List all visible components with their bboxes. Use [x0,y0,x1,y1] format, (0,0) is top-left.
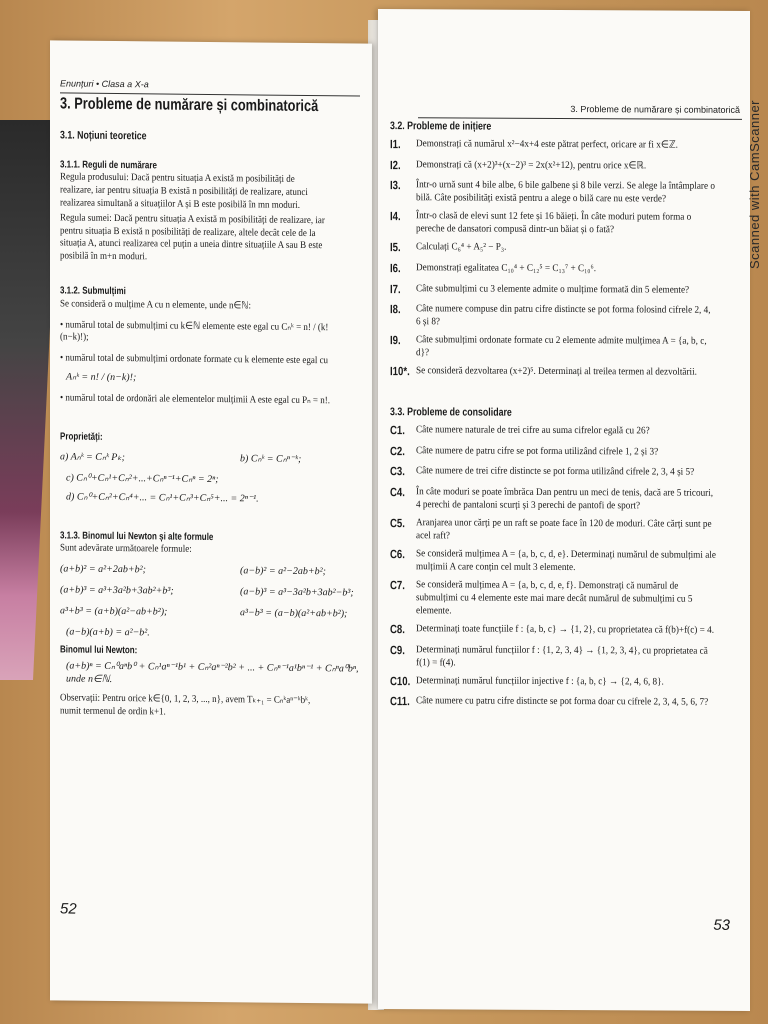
problem-item [390,485,742,513]
subsection-heading: 3.1.2. Submulțimi [60,285,126,298]
problem-item [390,423,742,440]
problem-text: Demonstrați că (x+2)³+(x−2)³ = 2x(x²+12), pentru orice x∈ℝ. [416,159,647,172]
problem-label: C7. [390,578,405,593]
bullet-permutations: • numărul total de ordonări ale elementelor mulțimii A este egal cu Pₙ = n!. [60,392,330,406]
newton-heading: Binomul lui Newton: [60,644,138,657]
problem-text: Câte submulțimi ordonate formate cu 2 elemente admite mulțimea A = {a, b, c, d}? [416,334,707,359]
newton-formula: (a+b)ⁿ = Cₙ⁰aⁿb⁰ + Cₙ¹aⁿ⁻¹b¹ + Cₙ²aⁿ⁻²b² + ... + Cₙⁿ⁻¹a¹bⁿ⁻¹ + Cₙⁿa⁰bⁿ, unde n∈ℕ. [66,660,359,686]
right-page [378,9,750,1011]
formula: (a−b)³ = a³−3a²b+3ab²−b³; [240,586,354,599]
problem-label: I4. [390,209,401,224]
problem-label: I7. [390,281,401,296]
section-heading: 3.2. Probleme de inițiere [390,120,492,133]
problem-text: Câte numere de patru cifre se pot forma utilizând cifrele 1, 2 și 3? [416,444,659,458]
formula-row [60,584,360,600]
problem-text: Într-o clasă de elevi sunt 12 fete și 16 băieți. În câte moduri putem forma o pereche de dansatori compusă dintr-un băiat și o fată? [416,210,692,236]
problem-item [390,622,742,639]
property-b: b) Cₙᵏ = Cₙⁿ⁻ᵏ; [240,453,302,466]
problem-item [390,674,742,691]
problem-text: Demonstrați egalitatea C₁₀⁴ + C₁₂⁵ = C₁₃⁷ + C₁₀⁶. [416,262,597,275]
right-content [390,113,742,717]
problem-text: Câte numere naturale de trei cifre au suma cifrelor egală cu 26? [416,424,650,437]
rule-sum: Regula sumei: Dacă pentru situația A există m posibilități de realizare, iar pentru situația B există n posibilități de realizare, altele decât cele de la situația A, atunci realizarea cel puțin a uneia dintre situațiile A sau B este posibilă în m+n moduri. [60,212,325,263]
observation: Observații: Pentru orice k∈{0, 1, 2, 3, ..., n}, avem Tₖ₊₁ = Cₙᵏaⁿ⁻ᵏbᵏ, numit termenul de ordin k+1. [60,692,311,718]
problem-item [390,333,742,361]
problem-label: C5. [390,516,405,531]
rule-product: Regula produsului: Dacă pentru situația A există m posibilități de realizare, iar pentru situația B există n posibilități de realizare, atunci realizarea simultană a situațiilor A și B este posibilă în mn moduri. [60,171,308,211]
formula-row [60,605,360,621]
problem-item [390,261,742,278]
properties-row [60,452,360,468]
problem-text: Calculați C₆⁴ + A₅² − P₃. [416,241,507,254]
problem-item [390,578,742,619]
problem-label: C10. [390,673,411,688]
problem-item [390,364,742,381]
problem-item [390,282,742,299]
problem-label: C11. [390,694,410,709]
problem-label: C8. [390,622,405,637]
formula: a³+b³ = (a+b)(a²−ab+b²); [60,605,168,618]
problem-item [390,179,742,207]
problem-text: Determinați numărul funcțiilor injective f : {a, b, c} → {2, 4, 6, 8}. [416,674,664,688]
problem-text: Determinați numărul funcțiilor f : {1, 2, 3, 4} → {1, 2, 3, 4}, cu proprietatea că f(1) = f(4). [416,643,708,668]
problem-text: Câte submulțimi cu 3 elemente admite o mulțime formată din 5 elemente? [416,282,690,296]
problem-label: I1. [390,137,401,152]
problem-text: Aranjarea unor cărți pe un raft se poate face în 120 de moduri. Câte cărți sunt pe acel raft? [416,517,712,542]
problem-item [390,547,742,575]
left-running-header: Enunțuri • Clasa a X-a [60,78,149,90]
problem-text: Demonstrați că numărul x²−4x+4 este pătrat perfect, oricare ar fi x∈ℤ. [416,138,678,151]
problem-label: I3. [390,178,401,193]
formula: (a−b)(a+b) = a²−b². [66,626,150,639]
intro-text: Se consideră o mulțime A cu n elemente, unde n∈ℕ: [60,298,252,312]
problem-item [390,464,742,481]
bullet-arrangements: • numărul total de submulțimi ordonate formate cu k elemente este egal cu [60,352,329,367]
section-heading: 3.3. Probleme de consolidare [390,405,512,419]
problem-label: C6. [390,547,405,562]
problem-item [390,210,742,238]
problem-label: I2. [390,157,401,173]
formula: a³−b³ = (a−b)(a²+ab+b²); [240,607,348,620]
initiation-problems [390,137,742,381]
problem-label: I9. [390,333,401,348]
left-page [50,40,372,1003]
property-d: d) Cₙ⁰+Cₙ²+Cₙ⁴+... = Cₙ¹+Cₙ³+Cₙ⁵+... = 2ⁿ⁻¹. [66,491,259,505]
problem-label: I5. [390,240,401,255]
problem-label: C3. [390,464,405,479]
problem-text: Într-o urnă sunt 4 bile albe, 6 bile galbene și 8 bile verzi. Se alege la întâmplare o bilă. Câte posibilități există pentru a alege o bilă care nu este verde? [416,179,715,206]
properties-heading: Proprietăți: [60,430,103,443]
problem-text: Câte numere compuse din patru cifre distincte se pot forma folosind cifrele 2, 4, 6 și 8? [416,303,711,328]
problem-item [390,158,742,175]
problem-item [390,516,742,544]
problem-label: I10*. [390,364,410,379]
consolidation-problems [390,423,742,711]
subsection-heading: 3.1.3. Binomul lui Newton și alte formule [60,530,214,543]
right-running-header: 3. Probleme de numărare și combinatorică [570,104,740,115]
problem-label: C4. [390,485,405,500]
formula-row [60,564,360,580]
page-number: 52 [60,900,77,918]
problem-item [390,137,742,154]
problem-item [390,444,742,461]
problem-text: În câte moduri se poate îmbrăca Dan pentru un meci de tenis, dacă are 5 tricouri, 4 perechi de pantaloni scurți și 3 perechi de pantofi de sport? [416,486,714,512]
property-c: c) Cₙ⁰+Cₙ¹+Cₙ²+...+Cₙⁿ⁻¹+Cₙⁿ = 2ⁿ; [66,472,219,486]
subsection-heading: 3.1.1. Reguli de numărare [60,158,157,171]
page-number: 53 [713,916,730,934]
problem-text: Determinați toate funcțiile f : {a, b, c} → {1, 2}, cu proprietatea că f(b)+f(c) = 4. [416,623,715,636]
formula: (a+b)³ = a³+3a²b+3ab²+b³; [60,584,174,597]
formula: (a+b)² = a²+2ab+b²; [60,563,146,576]
problem-text: Câte numere de trei cifre distincte se pot forma utilizând cifrele 2, 3, 4 și 5? [416,465,695,479]
problem-item [390,694,742,711]
bullet-combinations: • numărul total de submulțimi cu k∈ℕ elemente este egal cu Cₙᵏ = n! / (k!(n−k)!); [60,318,329,344]
property-a: a) Aₙᵏ = Cₙᵏ Pₖ; [60,451,125,464]
problem-label: C9. [390,642,405,657]
problem-text: Se consideră mulțimea A = {a, b, c, d, e, f}. Demonstrați că numărul de submulțimi cu 4 elemente este mai mare decât numărul de submulțimi cu 5 elemente. [416,579,693,617]
formula: (a−b)² = a²−2ab+b²; [240,565,326,578]
problem-label: C1. [390,423,405,438]
section-heading: 3.1. Noțiuni teoretice [60,129,147,143]
problem-item [390,241,742,258]
problem-label: I6. [390,261,401,276]
formulas-intro: Sunt adevărate următoarele formule: [60,542,192,556]
left-content [60,94,360,723]
scanner-watermark: Scanned with CamScanner [747,100,762,270]
problem-label: C2. [390,443,405,458]
problem-text: Se consideră mulțimea A = {a, b, c, d, e}. Determinați numărul de submulțimi ale mulțimii A care conțin cel mult 3 elemente. [416,548,716,573]
problem-text: Câte numere cu patru cifre distincte se pot forma doar cu cifrele 2, 3, 4, 5, 6, 7? [416,695,709,708]
problem-text: Se consideră dezvoltarea (x+2)⁵. Determinați al treilea termen al dezvoltării. [416,365,697,378]
problem-label: I8. [390,302,401,317]
chapter-title: 3. Probleme de numărare și combinatorică [60,95,319,116]
formula-arrangements: Aₙᵏ = n! / (n−k)!; [66,371,137,384]
problem-item [390,643,742,671]
problem-item [390,302,742,330]
